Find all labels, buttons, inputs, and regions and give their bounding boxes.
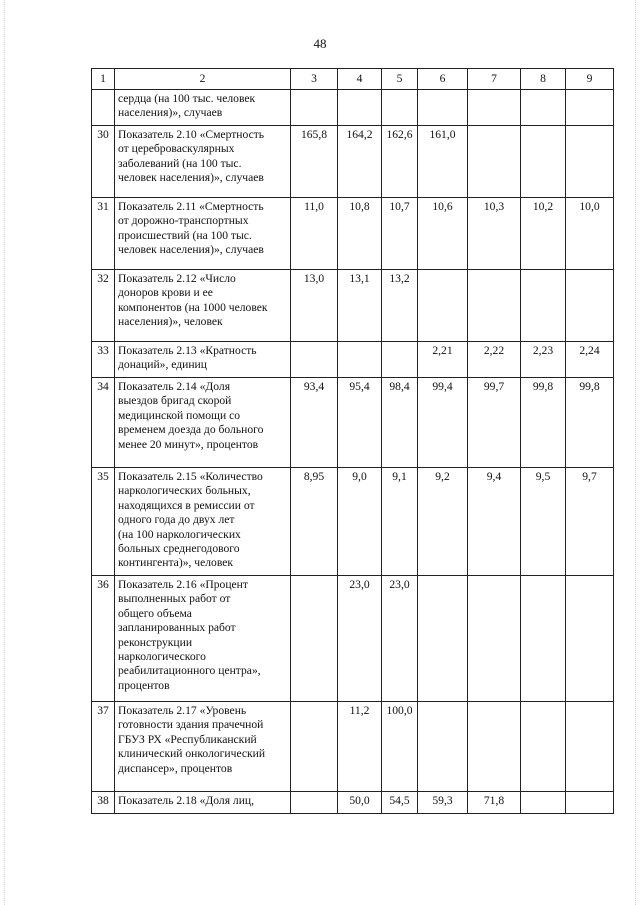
value-cell: 99,8 <box>521 378 566 468</box>
scan-edge-right <box>633 0 636 905</box>
value-cell <box>291 342 338 378</box>
row-number-cell: 35 <box>92 468 115 576</box>
value-cell: 9,0 <box>338 468 382 576</box>
indicator-description-cell: Показатель 2.18 «Доля лиц, <box>115 792 291 814</box>
indicator-description-cell: Показатель 2.15 «Количество наркологических больных, находящихся в ремиссии от одного года до двух лет (на 100 наркологических больных среднегодового контингента)», человек <box>115 468 291 576</box>
value-cell <box>521 702 566 792</box>
value-cell: 10,2 <box>521 198 566 270</box>
header-cell: 9 <box>566 69 614 90</box>
value-cell <box>521 126 566 198</box>
value-cell <box>521 792 566 814</box>
row-number-cell: 34 <box>92 378 115 468</box>
table-row <box>92 90 614 126</box>
value-cell: 162,6 <box>382 126 418 198</box>
value-cell <box>338 342 382 378</box>
header-cell: 1 <box>92 69 115 90</box>
value-cell <box>521 270 566 342</box>
table-row <box>92 270 614 342</box>
value-cell <box>291 576 338 702</box>
value-cell: 10,6 <box>418 198 468 270</box>
value-cell: 9,2 <box>418 468 468 576</box>
value-cell <box>418 90 468 126</box>
value-cell: 2,23 <box>521 342 566 378</box>
table-row <box>92 468 614 576</box>
value-cell <box>382 90 418 126</box>
value-cell: 99,4 <box>418 378 468 468</box>
value-cell <box>468 576 521 702</box>
value-cell: 95,4 <box>338 378 382 468</box>
indicator-description-cell: сердца (на 100 тыс. человек населения)», случаев <box>115 90 291 126</box>
table-row <box>92 792 614 814</box>
value-cell: 98,4 <box>382 378 418 468</box>
value-cell: 164,2 <box>338 126 382 198</box>
value-cell <box>418 576 468 702</box>
value-cell: 9,1 <box>382 468 418 576</box>
value-cell: 8,95 <box>291 468 338 576</box>
value-cell <box>418 702 468 792</box>
value-cell: 13,2 <box>382 270 418 342</box>
row-number-cell: 38 <box>92 792 115 814</box>
table-row <box>92 702 614 792</box>
value-cell <box>291 90 338 126</box>
value-cell: 165,8 <box>291 126 338 198</box>
value-cell: 71,8 <box>468 792 521 814</box>
page-number: 48 <box>313 36 327 51</box>
value-cell: 99,8 <box>566 378 614 468</box>
value-cell <box>468 270 521 342</box>
table-row <box>92 198 614 270</box>
table-row <box>92 576 614 702</box>
row-number-cell: 32 <box>92 270 115 342</box>
table-row <box>92 378 614 468</box>
value-cell <box>521 90 566 126</box>
value-cell: 99,7 <box>468 378 521 468</box>
header-cell: 5 <box>382 69 418 90</box>
row-number-cell: 30 <box>92 126 115 198</box>
value-cell <box>566 576 614 702</box>
indicator-description-cell: Показатель 2.10 «Смертность от цереброваскулярных заболеваний (на 100 тыс. человек населения)», случаев <box>115 126 291 198</box>
indicator-description-cell: Показатель 2.12 «Число доноров крови и ее компонентов (на 1000 человек населения)», человек <box>115 270 291 342</box>
header-cell: 3 <box>291 69 338 90</box>
value-cell: 23,0 <box>338 576 382 702</box>
indicator-description-cell: Показатель 2.14 «Доля выездов бригад скорой медицинской помощи со временем доезда до больного менее 20 минут», процентов <box>115 378 291 468</box>
value-cell <box>418 270 468 342</box>
value-cell <box>566 702 614 792</box>
value-cell <box>566 126 614 198</box>
value-cell: 10,7 <box>382 198 418 270</box>
value-cell <box>521 576 566 702</box>
header-cell: 8 <box>521 69 566 90</box>
value-cell: 23,0 <box>382 576 418 702</box>
value-cell: 13,0 <box>291 270 338 342</box>
value-cell <box>291 792 338 814</box>
value-cell: 11,2 <box>338 702 382 792</box>
value-cell <box>566 90 614 126</box>
row-number-cell: 36 <box>92 576 115 702</box>
value-cell: 54,5 <box>382 792 418 814</box>
value-cell: 161,0 <box>418 126 468 198</box>
value-cell: 9,7 <box>566 468 614 576</box>
value-cell: 13,1 <box>338 270 382 342</box>
indicator-description-cell: Показатель 2.16 «Процент выполненных работ от общего объема запланированных работ реконструкции наркологического реабилитационного центра», процентов <box>115 576 291 702</box>
table-row <box>92 126 614 198</box>
value-cell: 10,3 <box>468 198 521 270</box>
header-cell: 2 <box>115 69 291 90</box>
header-cell: 7 <box>468 69 521 90</box>
value-cell <box>468 90 521 126</box>
value-cell: 2,22 <box>468 342 521 378</box>
value-cell: 2,24 <box>566 342 614 378</box>
indicator-description-cell: Показатель 2.13 «Кратность донаций», единиц <box>115 342 291 378</box>
value-cell: 100,0 <box>382 702 418 792</box>
value-cell: 11,0 <box>291 198 338 270</box>
value-cell: 2,21 <box>418 342 468 378</box>
header-cell: 6 <box>418 69 468 90</box>
indicator-description-cell: Показатель 2.17 «Уровень готовности здания прачечной ГБУЗ РХ «Республиканский клинический онкологический диспансер», процентов <box>115 702 291 792</box>
row-number-cell <box>92 90 115 126</box>
value-cell <box>566 270 614 342</box>
table-row <box>92 342 614 378</box>
value-cell: 9,5 <box>521 468 566 576</box>
indicator-description-cell: Показатель 2.11 «Смертность от дорожно-транспортных происшествий (на 100 тыс. человек населения)», случаев <box>115 198 291 270</box>
value-cell <box>566 792 614 814</box>
value-cell <box>338 90 382 126</box>
value-cell: 10,0 <box>566 198 614 270</box>
header-cell: 4 <box>338 69 382 90</box>
indicator-table <box>91 68 614 814</box>
value-cell: 93,4 <box>291 378 338 468</box>
value-cell <box>468 702 521 792</box>
value-cell: 9,4 <box>468 468 521 576</box>
row-number-cell: 33 <box>92 342 115 378</box>
row-number-cell: 31 <box>92 198 115 270</box>
value-cell: 50,0 <box>338 792 382 814</box>
table-header-row <box>92 69 614 90</box>
value-cell <box>468 126 521 198</box>
scan-edge-left <box>4 0 7 905</box>
value-cell: 10,8 <box>338 198 382 270</box>
value-cell <box>382 342 418 378</box>
value-cell: 59,3 <box>418 792 468 814</box>
value-cell <box>291 702 338 792</box>
row-number-cell: 37 <box>92 702 115 792</box>
